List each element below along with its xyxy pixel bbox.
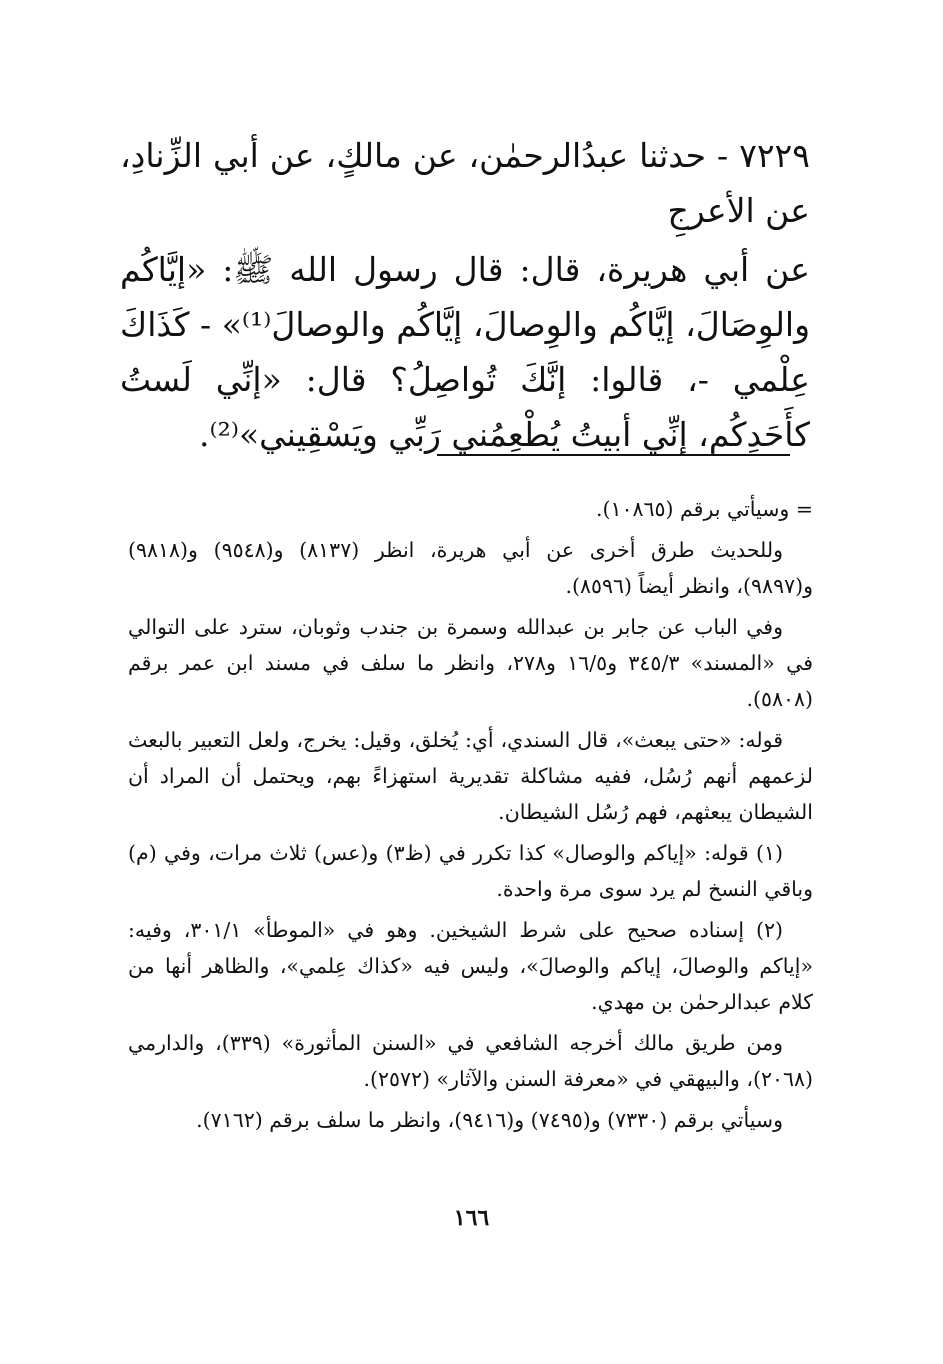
footnote-continuation: = وسيأتي برقم (١٠٨٦٥). <box>595 497 813 521</box>
footnote-paragraph: وفي الباب عن جابر بن عبدالله وسمرة بن جندب وثوبان، سترد على التوالي في «المسند» ٣٤٥/٣ و١٦/٥ و٢٧٨، وانظر ما سلف في مسند ابن عمر برقم (٥٨٠٨). <box>128 615 813 711</box>
hadith-text <box>120 128 810 462</box>
footnote-divider <box>437 454 790 456</box>
footnotes <box>128 491 813 1143</box>
footnote-1: (١) قوله: «إياكم والوصال» كذا تكرر في (ظ٣) و(عس) ثلاث مرات، وفي (م) وباقي النسخ لم يرد سوى مرة واحدة. <box>128 841 813 901</box>
page-number: ١٦٦ <box>453 1205 490 1231</box>
hadith-matn: عن أبي هريرة، قال: قال رسول الله ﷺ: «إيَّاكُم والوِصَالَ، إيَّاكُم والوِصالَ، إيَّاكُم والوصالَ⁽¹⁾» - كَذَاكَ عِلْمي -، قالوا: إنَّكَ تُواصِلُ؟ قال: «إنِّي لَستُ كأَحَدِكُم، إنِّي أبيتُ يُطْعِمُني رَبِّي ويَسْقِيني»⁽²⁾. <box>120 250 811 454</box>
footnote-paragraph: قوله: «حتى يبعث»، قال السندي، أي: يُخلق، وقيل: يخرج، ولعل التعبير بالبعث لزعمهم أنهم رُسُل، ففيه مشاكلة تقديرية استهزاءً بهم، ويحتمل أن المراد أن الشيطان يبعثهم، فهم رُسُل الشيطان. <box>128 728 813 824</box>
footnote-2: (٢) إسناده صحيح على شرط الشيخين. وهو في «الموطأ» ٣٠١/١، وفيه: «إياكم والوصالَ، إياكم والوصالَ»، وليس فيه «كذاك عِلمي»، والظاهر أنها من كلام عبدالرحمٰن بن مهدي. <box>128 918 813 1014</box>
footnote-paragraph: ومن طريق مالك أخرجه الشافعي في «السنن المأثورة» (٣٣٩)، والدارمي (٢٠٦٨)، والبيهقي في «معرفة السنن والآثار» (٢٥٧٢). <box>128 1031 813 1091</box>
footnote-paragraph: وللحديث طرق أخرى عن أبي هريرة، انظر (٨١٣٧) و(٩٥٤٨) و(٩٨١٨) و(٩٨٩٧)، وانظر أيضاً (٨٥٩٦). <box>128 538 813 598</box>
footnote-paragraph: وسيأتي برقم (٧٣٣٠) و(٧٤٩٥) و(٩٤١٦)، وانظر ما سلف برقم (٧١٦٢). <box>196 1108 783 1132</box>
hadith-isnad: ٧٢٢٩ - حدثنا عبدُالرحمٰن، عن مالكٍ، عن أبي الزِّنادِ، عن الأعرجِ <box>120 136 810 230</box>
